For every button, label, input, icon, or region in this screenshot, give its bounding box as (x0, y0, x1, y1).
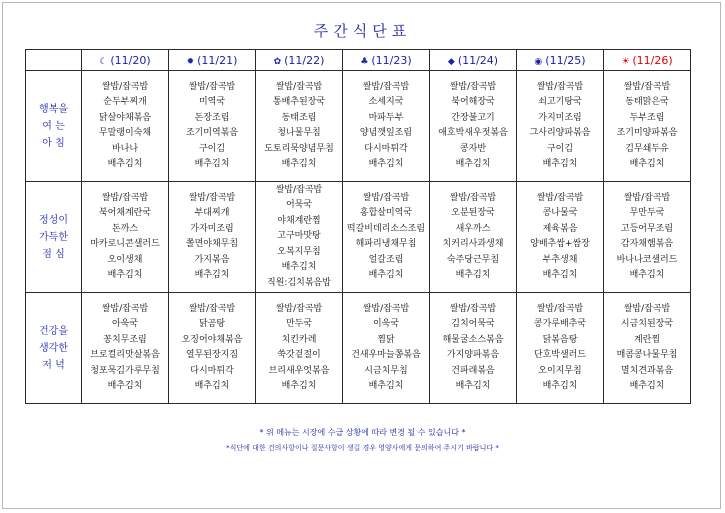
menu-item: 쌀밥/잡곡밥 (623, 303, 671, 314)
menu-item: 만두국 (285, 319, 313, 329)
meal-label (26, 71, 82, 182)
menu-item: 다시마튀각 (364, 143, 408, 154)
meal-row (26, 182, 691, 293)
menu-item: 배추김치 (629, 270, 665, 280)
menu-item: 부대찌개 (194, 208, 230, 218)
day-header-3 (343, 50, 430, 71)
menu-item: 닭살야채볶음 (98, 112, 152, 123)
menu-item: 양배추쌈+쌈장 (530, 239, 590, 249)
menu-cell (256, 293, 343, 404)
day-header-6 (604, 50, 691, 71)
menu-item: 새우까스 (455, 223, 491, 234)
menu-item: 배추김치 (107, 270, 143, 280)
menu-cell (517, 71, 604, 182)
menu-item: 소세지국 (368, 97, 404, 107)
menu-item: 이욱국 (372, 319, 400, 329)
menu-item: 돈까스 (111, 223, 139, 234)
menu-item: 배추김치 (281, 381, 317, 391)
meal-label-line: 가득한 (39, 231, 68, 243)
menu-item: 배추김치 (194, 381, 230, 391)
menu-item: 홍합살미역국 (359, 208, 413, 218)
menu-item: 가지미조림 (538, 112, 582, 123)
menu-item: 배추김치 (281, 262, 317, 273)
menu-item: 쌀밥/잡곡밥 (275, 303, 323, 314)
menu-item: 콩가루배추국 (533, 319, 587, 329)
menu-item: 열무된장지짐 (185, 350, 239, 360)
menu-item: 감자채햄볶음 (620, 239, 674, 249)
menu-item: 떡갈비데리소스조림 (346, 223, 426, 234)
menu-cell (256, 71, 343, 182)
menu-item: 김무쇄두유 (625, 143, 669, 154)
menu-cell (430, 71, 517, 182)
menu-item: 부추생채 (542, 254, 578, 265)
menu-item: 오분된장국 (451, 208, 495, 218)
menu-item: 청포묵김가루무침 (90, 365, 160, 376)
menu-cell (517, 182, 604, 293)
meal-label-line: 아 침 (42, 137, 65, 149)
menu-item: 동태조림 (281, 112, 317, 123)
menu-cell (343, 293, 430, 404)
menu-item: 아욱국 (111, 319, 139, 329)
day-date-label: (11/20) (110, 53, 151, 67)
menu-item: 바나나 (111, 143, 139, 154)
menu-cell (82, 71, 169, 182)
menu-item: 배추김치 (455, 159, 491, 169)
menu-item: 찜닭 (377, 334, 395, 345)
menu-item: 꽁치무조림 (103, 334, 147, 345)
menu-cell (169, 293, 256, 404)
menu-item: 쌀밥/잡곡밥 (101, 303, 149, 314)
menu-item: 쌀밥/잡곡밥 (362, 303, 410, 314)
day-header-2 (256, 50, 343, 71)
menu-item: 바나나코샐러드 (616, 254, 678, 265)
menu-item: 멸치견과볶음 (620, 365, 674, 376)
menu-item: 북어채계란국 (98, 208, 152, 218)
menu-item: 가지볶음 (194, 254, 230, 265)
menu-item: 쌀밥/잡곡밥 (275, 184, 323, 195)
menu-item: 청나물무침 (277, 128, 321, 138)
menu-item: 직원:김치볶음밥 (267, 277, 331, 288)
menu-item: 애호박새우젓볶음 (438, 128, 508, 138)
day-date-label: (11/26) (632, 53, 673, 67)
menu-item: 배추김치 (455, 270, 491, 280)
menu-item: 북어해장국 (451, 97, 495, 107)
fire-icon: ✹ (186, 56, 195, 67)
page-title: 주간식단표 (313, 22, 412, 40)
meal-label-line: 건강을 (39, 325, 68, 337)
menu-item: 야채계란찜 (277, 215, 321, 226)
menu-item: 마카로니콘샐러드 (90, 239, 160, 249)
day-date-label: (11/25) (545, 53, 586, 67)
menu-item: 미역국 (198, 97, 226, 107)
menu-item: 가지양파볶음 (446, 350, 500, 360)
menu-item: 두부조림 (629, 112, 665, 123)
menu-item: 배추김치 (194, 159, 230, 169)
menu-item: 쌀밥/잡곡밥 (449, 81, 497, 92)
menu-item: 브리새우엇볶음 (268, 365, 330, 376)
menu-item: 계란찜 (633, 334, 661, 345)
menu-item: 치킨카레 (281, 334, 317, 345)
sun-icon: ☀ (621, 56, 630, 67)
menu-item: 매콤콩나물무침 (616, 350, 678, 360)
menu-item: 쌀밥/잡곡밥 (275, 81, 323, 92)
menu-cell (343, 71, 430, 182)
menu-item: 제육볶음 (542, 223, 578, 234)
menu-item: 해물굴소스볶음 (442, 334, 504, 345)
menu-item: 양념깻잎조림 (359, 128, 413, 138)
menu-item: 마파두부 (368, 112, 404, 123)
menu-item: 쌀밥/잡곡밥 (623, 81, 671, 92)
meal-label (26, 182, 82, 293)
weekly-menu-table (25, 49, 691, 404)
menu-item: 건파래볶음 (451, 365, 495, 376)
menu-item: 쌀밥/잡곡밥 (536, 192, 584, 203)
menu-item: 쌀밥/잡곡밥 (362, 192, 410, 203)
menu-item: 쌀밥/잡곡밥 (623, 192, 671, 203)
menu-item: 통배추된장국 (272, 97, 326, 107)
menu-item: 닭볶음탕 (542, 334, 578, 345)
menu-item: 돈장조림 (194, 112, 230, 123)
menu-item: 배추김치 (194, 270, 230, 280)
menu-item: 배추김치 (107, 381, 143, 391)
menu-item: 가자미조림 (190, 223, 234, 234)
menu-item: 배추김치 (368, 270, 404, 280)
menu-item: 단호박샐러드 (533, 350, 587, 360)
menu-item: 배추김치 (629, 381, 665, 391)
menu-item: 시금치된장국 (620, 319, 674, 329)
menu-cell (343, 182, 430, 293)
menu-item: 치커리사과생채 (442, 239, 504, 249)
menu-item: 배추김치 (281, 159, 317, 169)
menu-item: 배추김치 (542, 381, 578, 391)
meal-label (26, 293, 82, 404)
menu-item: 조기미역볶음 (185, 128, 239, 138)
menu-item: 도토리묵양념무침 (264, 143, 334, 154)
water-icon: ✿ (273, 56, 282, 67)
menu-item: 얼갈조림 (368, 254, 404, 265)
menu-cell (169, 182, 256, 293)
meal-label-line: 점 심 (42, 248, 65, 260)
menu-item: 조기미양파볶음 (616, 128, 678, 138)
menu-cell (82, 182, 169, 293)
menu-cell (430, 182, 517, 293)
menu-item: 간장불고기 (451, 112, 495, 123)
menu-item: 오이지무침 (538, 365, 582, 376)
day-header-1 (169, 50, 256, 71)
meal-label-line: 여 는 (42, 120, 65, 132)
menu-item: 배추김치 (542, 159, 578, 169)
menu-item: 브로컬리맛살볶음 (90, 350, 160, 360)
menu-item: 쇠고기탕국 (538, 97, 582, 107)
dietitian-contact-notice: *식단에 대한 건의사항이나 질문사항이 생길 경우 영양사에게 문의하여 주시기 바랍니다 * (226, 444, 499, 452)
menu-item: 쌀밥/잡곡밥 (188, 192, 236, 203)
day-header-0 (82, 50, 169, 71)
menu-item: 쌀밥/잡곡밥 (536, 303, 584, 314)
menu-cell (604, 71, 691, 182)
tree-icon: ♣ (360, 56, 369, 67)
menu-item: 순두부찌개 (103, 97, 147, 107)
day-date-label: (11/21) (197, 53, 238, 67)
menu-item: 구이김 (546, 143, 574, 154)
menu-item: 다시마튀각 (190, 365, 234, 376)
day-date-label: (11/22) (284, 53, 325, 67)
menu-item: 오징어야채볶음 (181, 334, 243, 345)
menu-item: 구이김 (198, 143, 226, 154)
day-header-4 (430, 50, 517, 71)
menu-item: 오이생채 (107, 254, 143, 265)
menu-item: 숙주당근무침 (446, 254, 500, 265)
menu-item: 시금치무침 (364, 365, 408, 376)
meal-label-line: 정성이 (39, 214, 68, 226)
menu-cell (169, 71, 256, 182)
menu-cell (517, 293, 604, 404)
menu-change-notice: * 위 메뉴는 시장에 수급 상황에 따라 변경 될 수 있습니다 * (259, 428, 466, 437)
menu-item: 배추김치 (368, 159, 404, 169)
menu-item: 콩자반 (459, 143, 487, 154)
menu-item: 고등어무조림 (620, 223, 674, 234)
menu-item: 쌀밥/잡곡밥 (101, 192, 149, 203)
day-header-row (26, 50, 691, 71)
menu-item: 쌀밥/잡곡밥 (536, 81, 584, 92)
moon-icon: ☾ (99, 56, 108, 67)
menu-item: 쌀밥/잡곡밥 (188, 303, 236, 314)
menu-cell (256, 182, 343, 293)
menu-cell (82, 293, 169, 404)
gold-icon: ◆ (447, 56, 455, 67)
menu-item: 쌀밥/잡곡밥 (449, 303, 497, 314)
meal-row (26, 71, 691, 182)
menu-item: 배추김치 (107, 159, 143, 169)
meal-label-line: 저 녁 (42, 359, 65, 371)
earth-icon: ◉ (534, 56, 543, 67)
menu-item: 쑥갓겉절이 (277, 350, 321, 360)
meal-label-line: 생각한 (39, 342, 68, 354)
menu-item: 무말랭이숙채 (98, 128, 152, 138)
meal-label-line: 행복을 (39, 103, 68, 115)
day-date-label: (11/24) (457, 53, 499, 67)
corner-cell (26, 50, 82, 71)
menu-cell (430, 293, 517, 404)
menu-item: 그사리양파볶음 (529, 128, 591, 138)
menu-item: 쌀밥/잡곡밥 (362, 81, 410, 92)
meal-row (26, 293, 691, 404)
menu-item: 건새우마늘쫑볶음 (351, 350, 421, 360)
menu-cell (604, 182, 691, 293)
menu-item: 해파리냉채무침 (355, 239, 417, 249)
menu-item: 콩나물국 (542, 208, 578, 218)
menu-item: 오복지무침 (277, 246, 321, 257)
day-header-5 (517, 50, 604, 71)
menu-item: 쫄면야채무침 (185, 239, 239, 249)
menu-item: 배추김치 (629, 159, 665, 169)
menu-cell (604, 293, 691, 404)
menu-item: 동태맑은국 (625, 97, 669, 107)
menu-item: 쌀밥/잡곡밥 (101, 81, 149, 92)
menu-item: 고구마맛탕 (277, 231, 321, 242)
menu-item: 배추김치 (455, 381, 491, 391)
menu-item: 쌀밥/잡곡밥 (188, 81, 236, 92)
menu-item: 배추김치 (542, 270, 578, 280)
menu-item: 닭곰탕 (198, 319, 226, 329)
menu-item: 김치어묵국 (451, 319, 495, 329)
day-date-label: (11/23) (371, 53, 412, 67)
menu-item: 배추김치 (368, 381, 404, 391)
menu-item: 무만두국 (629, 208, 665, 218)
menu-item: 어묵국 (285, 200, 313, 211)
menu-item: 쌀밥/잡곡밥 (449, 192, 497, 203)
